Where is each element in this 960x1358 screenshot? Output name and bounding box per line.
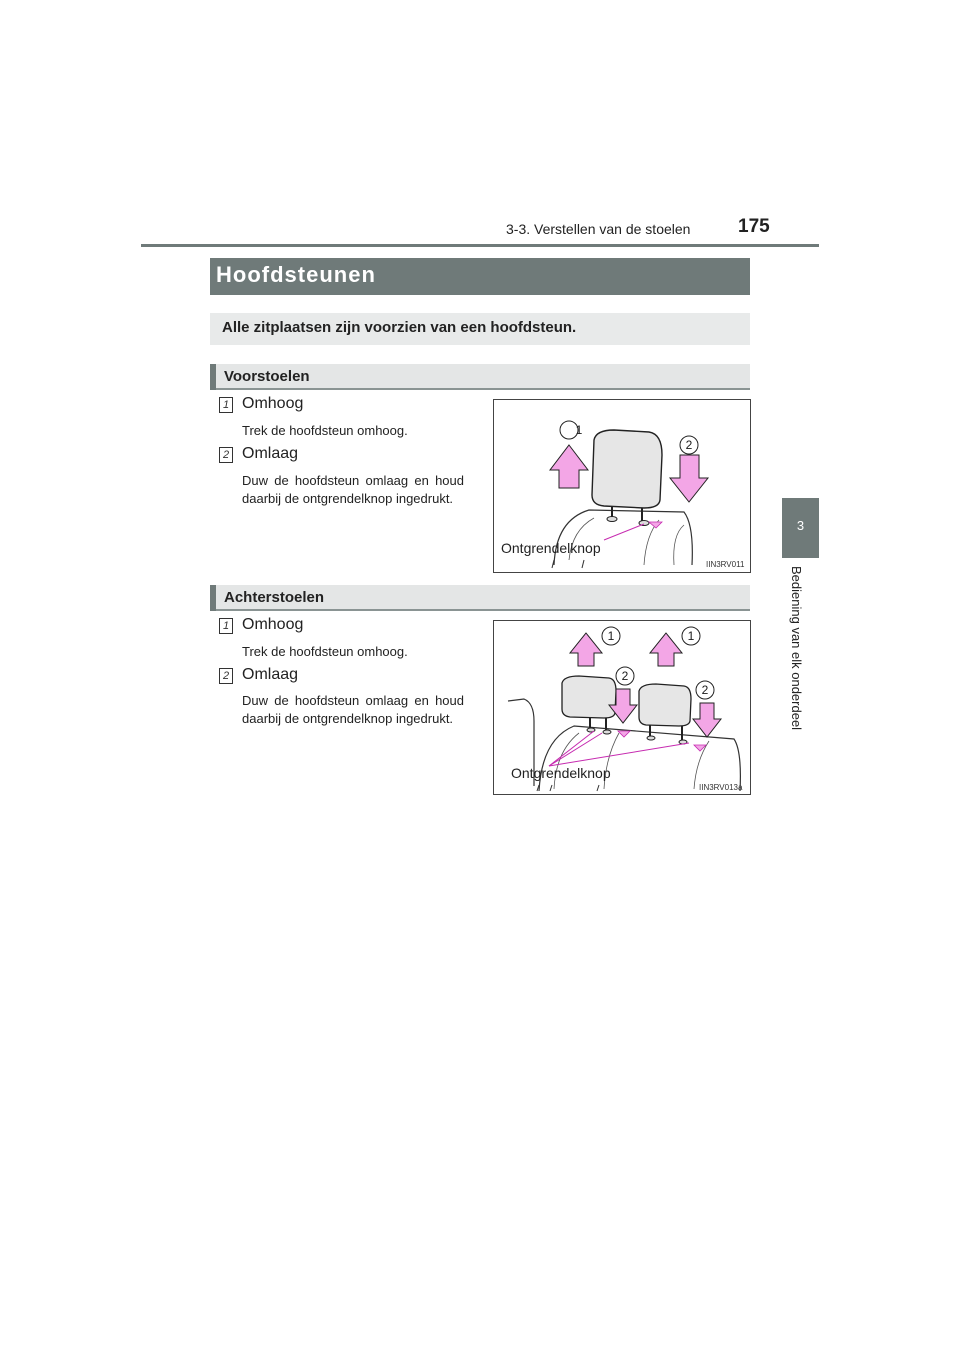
chapter-tab-label: Bediening van elk onderdeel: [789, 566, 804, 731]
page-number: 175: [738, 216, 770, 237]
callout-number: 1: [687, 629, 695, 643]
item-number: 2: [219, 668, 233, 684]
figure-code: IIN3RV011: [706, 560, 745, 569]
callout-number: 2: [621, 669, 629, 683]
item-desc: Duw de hoofdsteun omlaag en houd daarbij de ontgrendelknop ingedrukt.: [242, 693, 464, 726]
release-button-label: Ontgrendelknop: [511, 765, 611, 781]
callout-number: 1: [575, 423, 583, 437]
page-title: Hoofdsteunen: [216, 262, 376, 287]
subsection-title-rear: Achterstoelen: [224, 589, 325, 606]
item-number: 1: [219, 618, 233, 634]
section-breadcrumb: 3-3. Verstellen van de stoelen: [506, 221, 691, 237]
front-headrest-illustration: [493, 399, 751, 573]
callout-number: 2: [701, 683, 709, 697]
subsection-accent: [210, 585, 216, 611]
subsection-accent: [210, 364, 216, 390]
item-title: Omlaag: [242, 445, 299, 462]
callout-number: 1: [607, 629, 615, 643]
item-desc: Duw de hoofdsteun omlaag en houd daarbij de ontgrendelknop ingedrukt.: [242, 473, 464, 506]
item-desc: Trek de hoofdsteun omhoog.: [242, 644, 408, 659]
item-number: 1: [219, 397, 233, 413]
subsection-title-front: Voorstoelen: [224, 368, 310, 385]
item-desc: Trek de hoofdsteun omhoog.: [242, 423, 408, 438]
item-title: Omhoog: [242, 616, 304, 633]
rear-headrest-illustration: [493, 620, 751, 795]
header-rule: [141, 244, 819, 247]
item-title: Omlaag: [242, 666, 299, 683]
callout-number: 2: [685, 438, 693, 452]
item-number: 2: [219, 447, 233, 463]
item-title: Omhoog: [242, 395, 304, 412]
chapter-tab-number: 3: [796, 518, 805, 533]
figure-code: IIN3RV013a: [699, 783, 743, 792]
release-button-label: Ontgrendelknop: [501, 540, 601, 556]
intro-text: Alle zitplaatsen zijn voorzien van een hoofdsteun.: [222, 319, 577, 336]
